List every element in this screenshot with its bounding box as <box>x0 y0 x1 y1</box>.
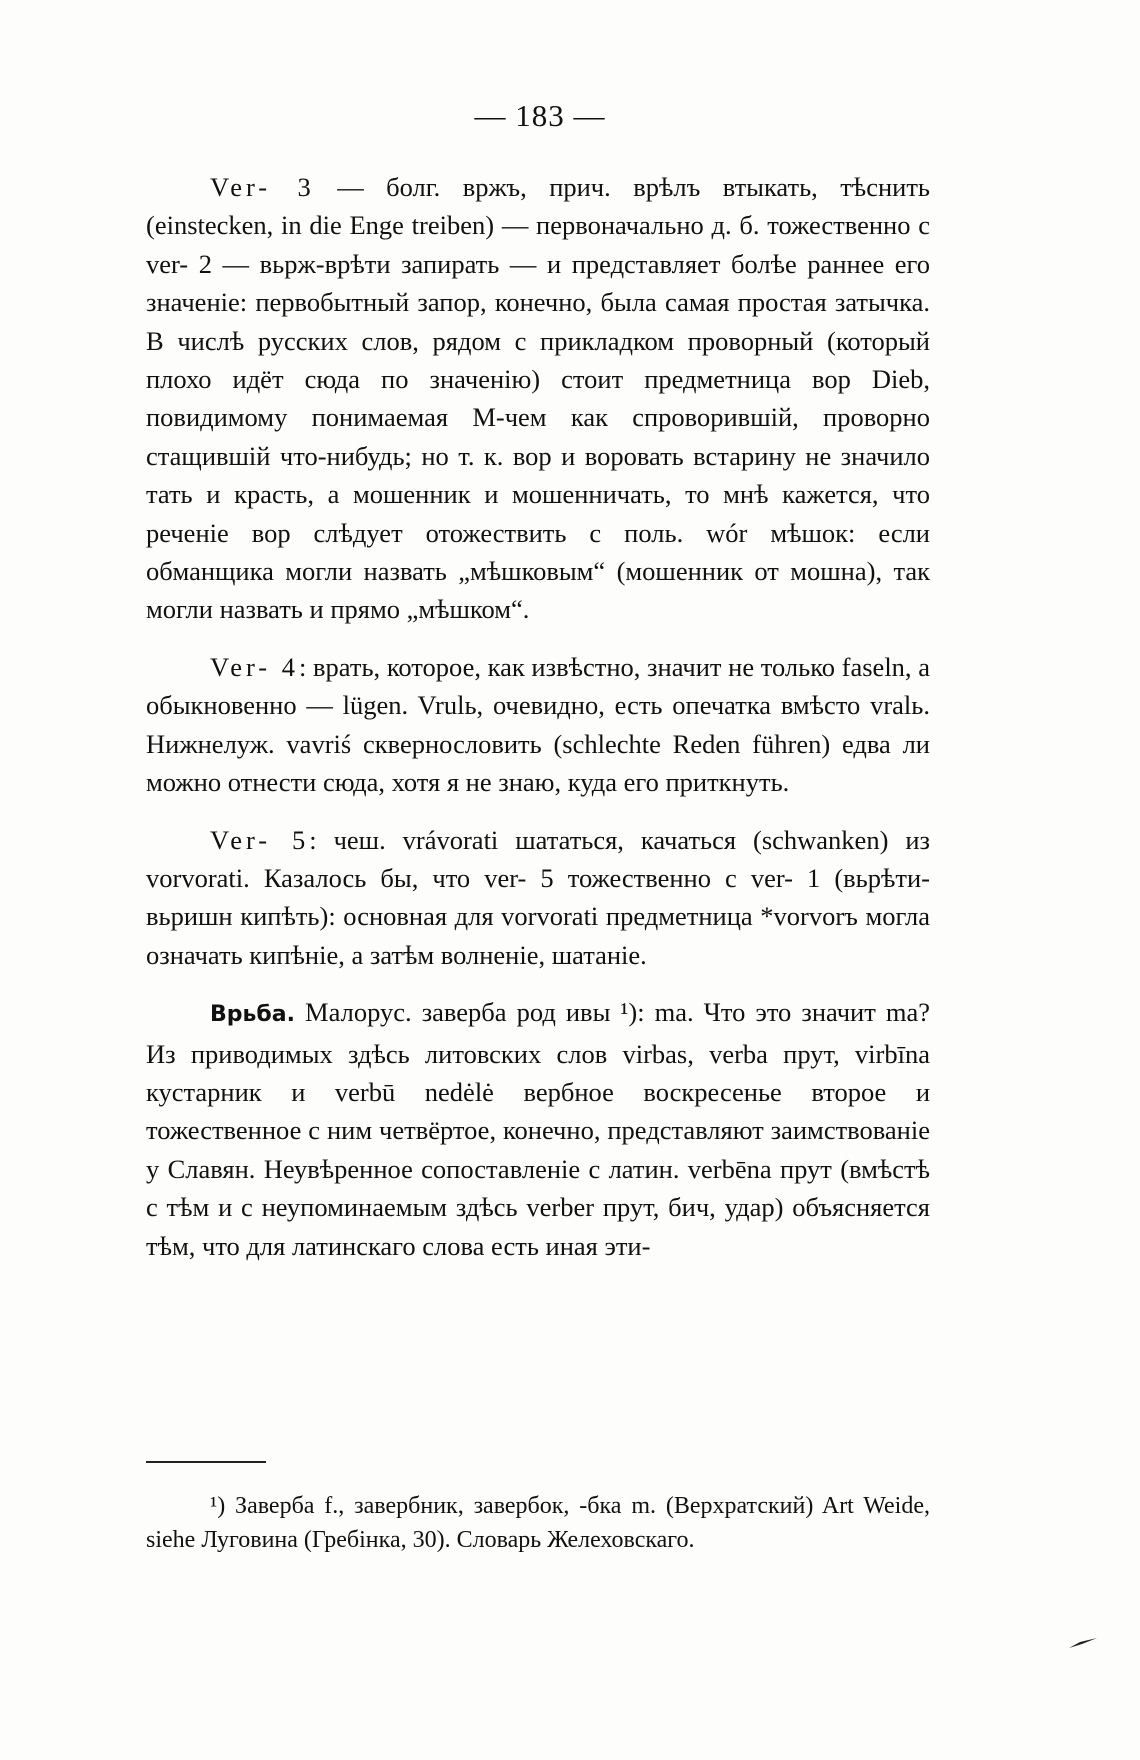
entry-headword: Врьба. <box>210 1002 295 1028</box>
footnote-marker: ¹) <box>210 1493 226 1519</box>
paragraph-vrba <box>146 993 930 1265</box>
footnote <box>146 1489 930 1557</box>
footnote-divider <box>146 1461 266 1463</box>
ink-mark-icon <box>1068 1637 1098 1649</box>
entry-lead: Ver- 3 <box>210 172 315 202</box>
footnote-text: Заверба f., завербник, завербок, -бка m. (Верхратский) Art Weide, siehe Луговина (Гребінка, 30). Словарь Желеховскаго. <box>146 1493 930 1553</box>
paragraph-ver-4 <box>146 648 930 802</box>
page-number: — 183 — <box>474 98 606 133</box>
entry-lead: Ver- 5 <box>210 824 310 855</box>
entry-lead: Ver- 4 <box>210 651 300 682</box>
main-text <box>146 168 930 1284</box>
paragraph-ver-3 <box>146 168 930 629</box>
paragraph-body: Малорус. заверба род ивы ¹): ma. Что это значит ma? Из приводимых здѣсь литовских слов virbas, verba прут, virbīna кустарник и verbū nedėlė вербное воскресенье второе и тожественное с ним четвёртое, конечно, представляют заимствованіе у Славян. Неувѣренное сопоставленіе с латин. verbēna прут (вмѣстѣ с тѣм и с неупоминаемым здѣсь verber прут, бич, удар) объясняется тѣм, что для латинскаго слова есть иная эти- <box>146 997 930 1261</box>
paragraph-body: : врать, которое, как извѣстно, значит не только faseln, а обыкновенно — lügen. Vrulь, очевидно, есть опечатка вмѣсто vralь. Нижнелуж. vavriś сквернословить (schlechte Reden führen) едва ли можно отнести сюда, хотя я не знаю, куда его приткнуть. <box>146 651 930 798</box>
paragraph-ver-5 <box>146 821 930 975</box>
footnote-paragraph <box>146 1489 930 1557</box>
paragraph-body: : чеш. vrávorati шататься, качаться (schwanken) из vorvorati. Казалось бы, что ver- 5 тожественно с ver- 1 (вьрѣти-вьришн кипѣть): основная для vorvorati предметница *vorvorъ могла означать кипѣніе, а затѣм волненіе, шатаніе. <box>146 824 930 970</box>
paragraph-body: — болг. вржъ, прич. врѣлъ втыкать, тѣснить (einstecken, in die Enge treiben) — первоначально д. б. тожественно с ver- 2 — вьрж-врѣти запирать — и представляет болѣе раннее его значеніе: первобытный запор, конечно, была самая простая затычка. В числѣ русских слов, рядом с прикладком проворный (который плохо идёт сюда по значенію) стоит предметница вор Dieb, повидимому понимаемая М-чем как спроворившій, проворно стащившій что-нибудь; но т. к. вор и воровать встарину не значило тать и красть, а мошенник и мошенничать, то мнѣ кажется, что реченіе вор слѣдует отожествить с поль. wór мѣшок: если обманщика могли назвать „мѣшковым“ (мошенник от мошна), так могли назвать и прямо „мѣшком“. <box>146 172 930 625</box>
